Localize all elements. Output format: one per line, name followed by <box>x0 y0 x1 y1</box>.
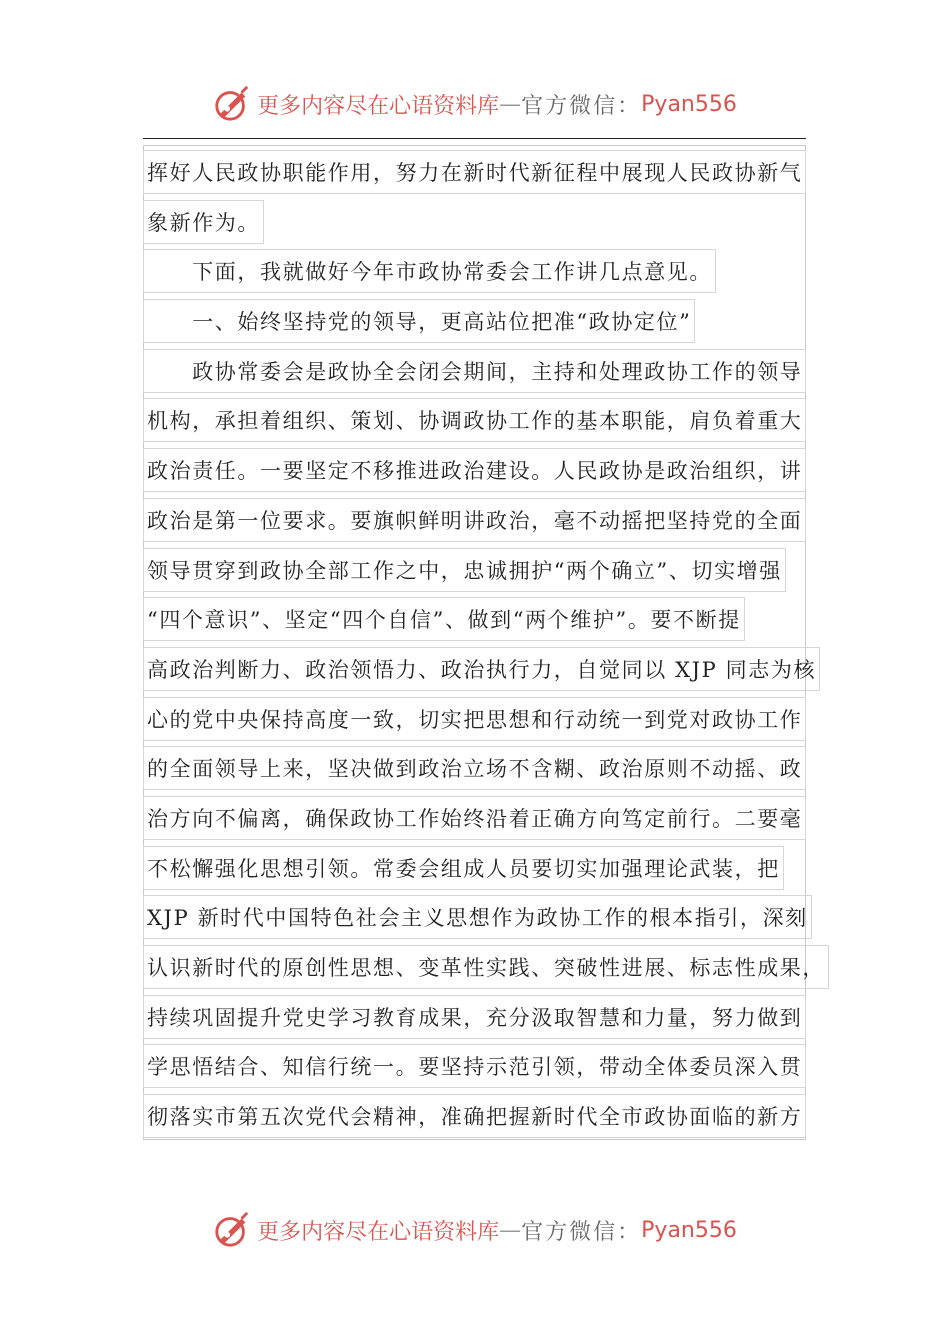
text-line: 挥好人民政协职能作用，努力在新时代新征程中展现人民政协新气 <box>143 150 843 200</box>
brand-title: 更多内容尽在心语资料库 <box>257 1219 500 1245</box>
header-rule <box>143 138 806 139</box>
text-line: 持续巩固提升党史学习教育成果，充分汲取智慧和力量，努力做到 <box>143 995 843 1045</box>
brand-dash: — <box>499 1217 522 1243</box>
brand-wechat-id: Pyan556 <box>641 91 737 117</box>
text-line: XJP 新时代中国特色社会主义思想作为政协工作的根本指引，深刻 <box>143 895 843 945</box>
text-line: 心的党中央保持高度一致，切实把思想和行动统一到党对政协工作 <box>143 697 843 747</box>
document-body <box>143 150 843 1144</box>
text-line: 的全面领导上来，坚决做到政治立场不含糊、政治原则不动摇、政 <box>143 746 843 796</box>
text-line: 不松懈强化思想引领。常委会组成人员要切实加强理论武装，把 <box>143 846 843 896</box>
text-line: 彻落实市第五次党代会精神，准确把握新时代全市政协面临的新方 <box>143 1094 843 1144</box>
brand-title: 更多内容尽在心语资料库 <box>257 93 500 119</box>
brand-dash: — <box>499 91 522 117</box>
text-line: 政协常委会是政协全会闭会期间，主持和处理政协工作的领导 <box>143 349 843 399</box>
text-line: 象新作为。 <box>143 200 843 250</box>
text-line: 认识新时代的原创性思想、变革性实践、突破性进展、标志性成果， <box>143 945 843 995</box>
brand-wechat-id: Pyan556 <box>641 1217 737 1243</box>
text-line: 下面，我就做好今年市政协常委会工作讲几点意见。 <box>143 249 843 299</box>
text-line: 高政治判断力、政治领悟力、政治执行力，自觉同以 XJP 同志为核 <box>143 647 843 697</box>
text-line: 领导贯穿到政协全部工作之中，忠诚拥护“两个确立”、切实增强 <box>143 548 843 598</box>
text-line: 治方向不偏离，确保政协工作始终沿着正确方向笃定前行。二要毫 <box>143 796 843 846</box>
pen-logo-icon <box>213 85 251 123</box>
pen-logo-icon <box>213 1211 251 1249</box>
section-heading: 一、始终坚持党的领导，更高站位把准“政协定位” <box>143 299 843 349</box>
text-line: “四个意识”、坚定“四个自信”、做到“两个维护”。要不断提 <box>143 597 843 647</box>
text-line: 政治责任。一要坚定不移推进政治建设。人民政协是政治组织，讲 <box>143 448 843 498</box>
brand-wechat-label: 官方微信： <box>521 1219 642 1245</box>
text-line: 政治是第一位要求。要旗帜鲜明讲政治，毫不动摇把坚持党的全面 <box>143 498 843 548</box>
brand-wechat-label: 官方微信： <box>521 93 642 119</box>
footer-brand <box>0 1208 950 1252</box>
text-line: 机构，承担着组织、策划、协调政协工作的基本职能，肩负着重大 <box>143 398 843 448</box>
header-brand <box>0 82 950 126</box>
text-line: 学思悟结合、知信行统一。要坚持示范引领，带动全体委员深入贯 <box>143 1044 843 1094</box>
